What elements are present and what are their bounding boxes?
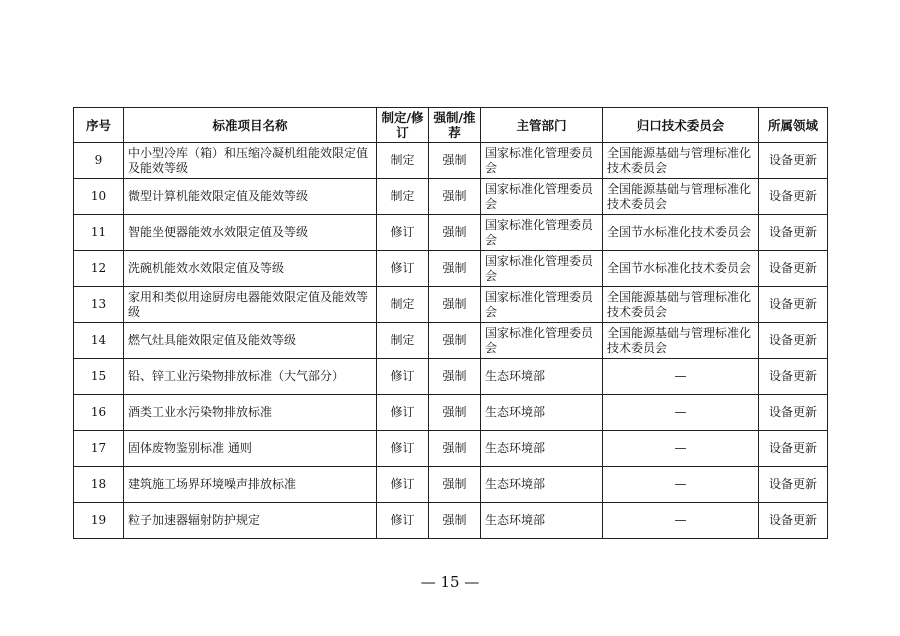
cell-committee: 全国能源基础与管理标准化技术委员会 [603, 179, 759, 215]
header-type: 制定/修订 [377, 108, 429, 143]
cell-type: 修订 [377, 215, 429, 251]
table-row [74, 467, 828, 503]
cell-dept: 生态环境部 [481, 395, 603, 431]
cell-force: 强制 [429, 179, 481, 215]
cell-committee: 全国能源基础与管理标准化技术委员会 [603, 143, 759, 179]
cell-field: 设备更新 [759, 179, 828, 215]
cell-field: 设备更新 [759, 503, 828, 539]
cell-force: 强制 [429, 215, 481, 251]
cell-no: 12 [74, 251, 124, 287]
cell-type: 制定 [377, 323, 429, 359]
page-number: — 15 — [420, 573, 480, 591]
cell-name: 建筑施工场界环境噪声排放标准 [124, 467, 377, 503]
header-no: 序号 [74, 108, 124, 143]
cell-name: 洗碗机能效水效限定值及等级 [124, 251, 377, 287]
header-field: 所属领域 [759, 108, 828, 143]
cell-force: 强制 [429, 395, 481, 431]
header-name: 标准项目名称 [124, 108, 377, 143]
cell-type: 修订 [377, 251, 429, 287]
cell-dept: 生态环境部 [481, 431, 603, 467]
cell-field: 设备更新 [759, 431, 828, 467]
cell-name: 智能坐便器能效水效限定值及等级 [124, 215, 377, 251]
cell-no: 17 [74, 431, 124, 467]
cell-force: 强制 [429, 143, 481, 179]
cell-dept: 国家标准化管理委员会 [481, 323, 603, 359]
cell-field: 设备更新 [759, 143, 828, 179]
cell-dept: 国家标准化管理委员会 [481, 215, 603, 251]
cell-dept: 生态环境部 [481, 503, 603, 539]
table-row [74, 143, 828, 179]
table-row [74, 503, 828, 539]
cell-no: 11 [74, 215, 124, 251]
cell-committee: — [603, 503, 759, 539]
cell-committee: 全国能源基础与管理标准化技术委员会 [603, 323, 759, 359]
cell-name: 粒子加速器辐射防护规定 [124, 503, 377, 539]
cell-type: 修订 [377, 467, 429, 503]
cell-field: 设备更新 [759, 467, 828, 503]
table-row [74, 323, 828, 359]
cell-type: 修订 [377, 359, 429, 395]
cell-field: 设备更新 [759, 359, 828, 395]
cell-no: 19 [74, 503, 124, 539]
table-row [74, 287, 828, 323]
cell-dept: 国家标准化管理委员会 [481, 143, 603, 179]
cell-committee: — [603, 467, 759, 503]
cell-type: 修订 [377, 395, 429, 431]
cell-no: 10 [74, 179, 124, 215]
cell-name: 燃气灶具能效限定值及能效等级 [124, 323, 377, 359]
cell-name: 微型计算机能效限定值及能效等级 [124, 179, 377, 215]
cell-no: 18 [74, 467, 124, 503]
table-row [74, 431, 828, 467]
table-header-row [74, 108, 828, 143]
cell-dept: 国家标准化管理委员会 [481, 287, 603, 323]
cell-type: 制定 [377, 179, 429, 215]
cell-type: 修订 [377, 503, 429, 539]
cell-field: 设备更新 [759, 323, 828, 359]
cell-name: 固体废物鉴别标准 通则 [124, 431, 377, 467]
cell-force: 强制 [429, 287, 481, 323]
cell-no: 16 [74, 395, 124, 431]
cell-dept: 生态环境部 [481, 359, 603, 395]
cell-no: 15 [74, 359, 124, 395]
cell-dept: 生态环境部 [481, 467, 603, 503]
header-force: 强制/推荐 [429, 108, 481, 143]
cell-no: 13 [74, 287, 124, 323]
cell-force: 强制 [429, 503, 481, 539]
cell-type: 修订 [377, 431, 429, 467]
cell-name: 铅、锌工业污染物排放标准（大气部分） [124, 359, 377, 395]
cell-type: 制定 [377, 143, 429, 179]
cell-field: 设备更新 [759, 251, 828, 287]
cell-force: 强制 [429, 323, 481, 359]
header-dept: 主管部门 [481, 108, 603, 143]
table-row [74, 215, 828, 251]
cell-field: 设备更新 [759, 215, 828, 251]
cell-committee: 全国能源基础与管理标准化技术委员会 [603, 287, 759, 323]
cell-committee: — [603, 359, 759, 395]
cell-name: 中小型冷库（箱）和压缩冷凝机组能效限定值及能效等级 [124, 143, 377, 179]
header-committee: 归口技术委员会 [603, 108, 759, 143]
standards-table [73, 107, 828, 539]
cell-no: 14 [74, 323, 124, 359]
table-row [74, 251, 828, 287]
cell-committee: 全国节水标准化技术委员会 [603, 251, 759, 287]
cell-force: 强制 [429, 431, 481, 467]
table-row [74, 179, 828, 215]
table-row [74, 359, 828, 395]
cell-force: 强制 [429, 251, 481, 287]
cell-dept: 国家标准化管理委员会 [481, 251, 603, 287]
cell-force: 强制 [429, 467, 481, 503]
cell-type: 制定 [377, 287, 429, 323]
cell-committee: — [603, 395, 759, 431]
cell-field: 设备更新 [759, 287, 828, 323]
cell-name: 酒类工业水污染物排放标准 [124, 395, 377, 431]
cell-no: 9 [74, 143, 124, 179]
cell-field: 设备更新 [759, 395, 828, 431]
cell-dept: 国家标准化管理委员会 [481, 179, 603, 215]
cell-force: 强制 [429, 359, 481, 395]
table-row [74, 395, 828, 431]
cell-name: 家用和类似用途厨房电器能效限定值及能效等级 [124, 287, 377, 323]
cell-committee: — [603, 431, 759, 467]
cell-committee: 全国节水标准化技术委员会 [603, 215, 759, 251]
